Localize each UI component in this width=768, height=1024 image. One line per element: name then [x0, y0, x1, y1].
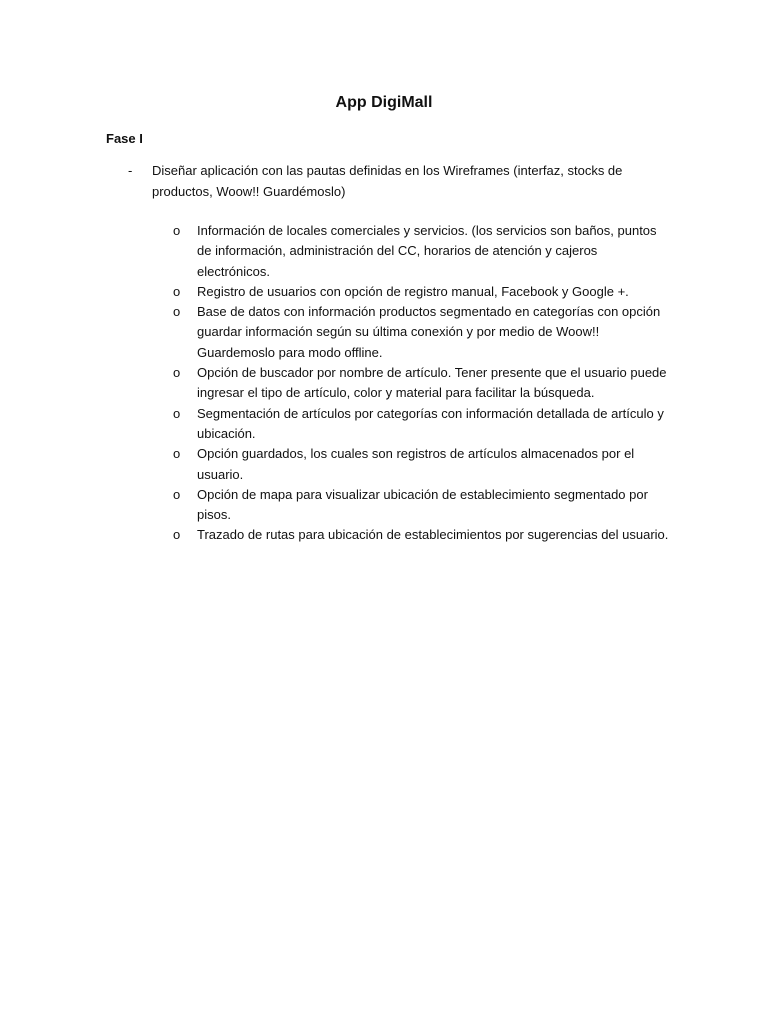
sub-list-item [171, 444, 671, 485]
circle-bullet-icon: o [173, 527, 181, 543]
sub-list-item [171, 404, 671, 445]
sub-list-item-text: Información de locales comerciales y servicios. (los servicios son baños, puntos de información, administración del CC, horarios de atención y cajeros electrónicos. [197, 223, 657, 279]
sub-list-item-text: Opción de mapa para visualizar ubicación de establecimiento segmentado por pisos. [197, 486, 648, 523]
sub-list-item [171, 221, 671, 282]
sub-list-item [171, 485, 671, 526]
circle-bullet-icon: o [173, 283, 181, 299]
document-title: App DigiMall [335, 94, 433, 111]
circle-bullet-icon: o [173, 446, 181, 462]
sub-list-item-text: Base de datos con información productos segmentado en categorías con opción guardar información según su última conexión y por medio de Woow!! Guardemoslo para modo offline. [197, 304, 661, 360]
circle-bullet-icon: o [173, 304, 181, 320]
sub-list-item [171, 363, 671, 404]
sub-list-item [171, 302, 671, 363]
main-list-item [106, 161, 666, 202]
circle-bullet-icon: o [173, 365, 181, 381]
sub-list-item-text: Trazado de rutas para ubicación de establecimientos por sugerencias del usuario. [197, 527, 669, 543]
circle-bullet-icon: o [173, 223, 181, 238]
circle-bullet-icon: o [173, 405, 181, 421]
sub-list [171, 221, 671, 546]
sub-list-item [171, 525, 671, 545]
section-heading: Fase I [106, 131, 143, 146]
circle-bullet-icon: o [173, 486, 181, 502]
sub-list-item [171, 282, 671, 302]
sub-list-item-text: Segmentación de artículos por categorías con información detallada de artículo y ubicación. [197, 405, 664, 441]
dash-bullet-icon: - [128, 163, 133, 178]
sub-list-item-text: Registro de usuarios con opción de registro manual, Facebook y Google +. [197, 283, 629, 299]
sub-list-item-text: Opción de buscador por nombre de artículo. Tener presente que el usuario puede ingresar el tipo de artículo, color y material para facilitar la búsqueda. [197, 365, 667, 401]
sub-list-item-text: Opción guardados, los cuales son registros de artículos almacenados por el usuario. [197, 446, 635, 482]
main-list-item-text: Diseñar aplicación con las pautas definidas en los Wireframes (interfaz, stocks de productos, Woow!! Guardémoslo) [152, 163, 623, 199]
